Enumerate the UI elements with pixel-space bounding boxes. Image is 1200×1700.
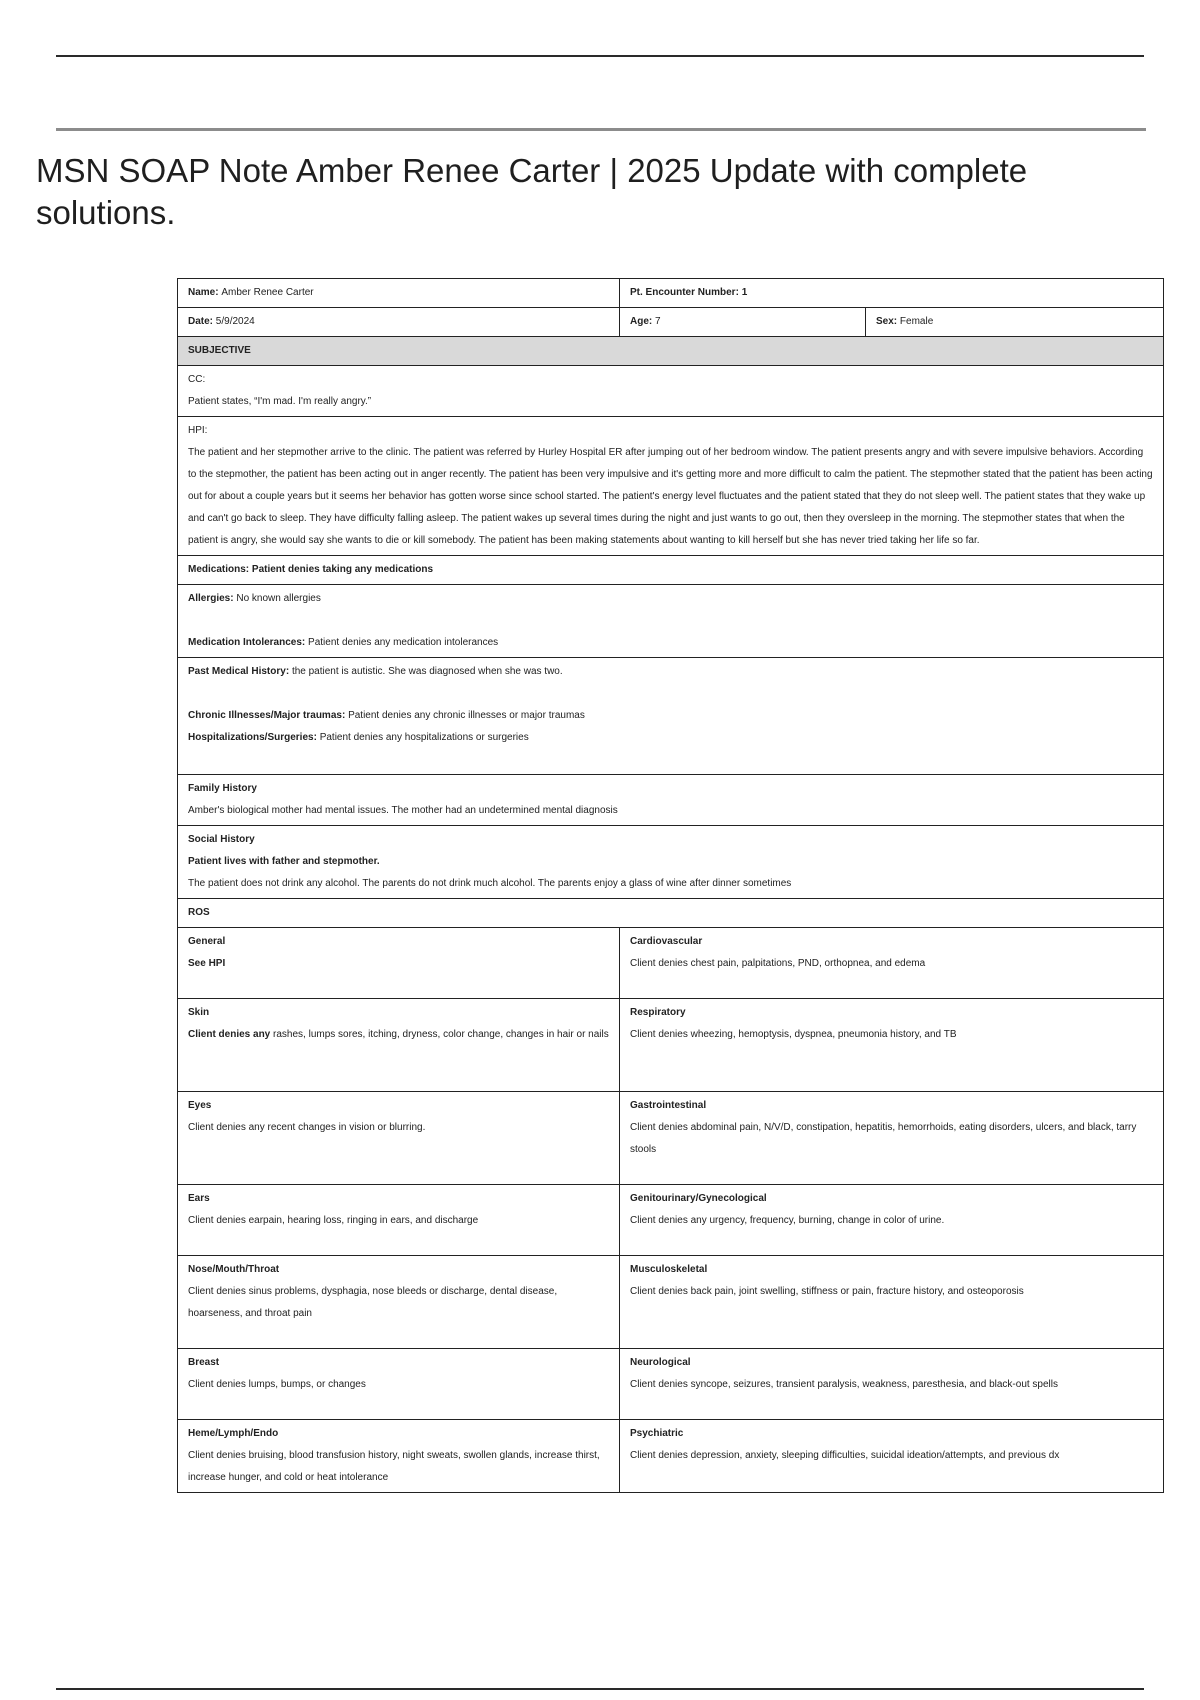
- ros-section-body: Client denies sinus problems, dysphagia, nose bleeds or discharge, dental disease, hoarseness, and throat pain: [188, 1286, 558, 1319]
- ros-row: [178, 928, 1164, 999]
- pmh-value: the patient is autistic. She was diagnosed when she was two.: [291, 666, 563, 677]
- ros-section-text: [630, 1210, 1153, 1232]
- ros-heading-text: ROS: [188, 907, 210, 918]
- ros-nose-mouth-throat: [178, 1256, 620, 1349]
- date-value: 5/9/2024: [215, 316, 255, 327]
- ros-section-title: General: [188, 936, 226, 947]
- age-label: Age:: [630, 316, 653, 327]
- ros-section-title: Musculoskeletal: [630, 1264, 708, 1275]
- family-history-label: Family History: [188, 783, 257, 794]
- date-row: [178, 308, 1164, 337]
- cc-row: [178, 366, 1164, 417]
- social-history-row: [178, 826, 1164, 899]
- ros-section-text: [630, 953, 1153, 975]
- ros-section-text: [188, 1281, 609, 1325]
- ros-section-body: rashes, lumps sores, itching, dryness, color change, changes in hair or nails: [270, 1029, 609, 1040]
- ros-section-title: Psychiatric: [630, 1428, 684, 1439]
- ros-row: [178, 999, 1164, 1092]
- chronic-value: Patient denies any chronic illnesses or major traumas: [348, 710, 585, 721]
- ros-row: [178, 1185, 1164, 1256]
- encounter-label: Pt. Encounter Number:: [630, 287, 739, 298]
- age-value: 7: [655, 316, 661, 327]
- sex-label: Sex:: [876, 316, 898, 327]
- encounter-cell: [620, 279, 1164, 308]
- ros-section-text: [188, 1374, 609, 1396]
- family-history-row: [178, 775, 1164, 826]
- social-history-cell: [178, 826, 1164, 899]
- ros-section-text: [630, 1024, 1153, 1046]
- hospitalizations-value: Patient denies any hospitalizations or surgeries: [319, 732, 529, 743]
- ros-row: [178, 1092, 1164, 1185]
- ros-general: [178, 928, 620, 999]
- allergies-label: Allergies:: [188, 593, 234, 604]
- cc-label: CC:: [188, 374, 206, 385]
- ros-section-title: Heme/Lymph/Endo: [188, 1428, 279, 1439]
- ros-section-text: [188, 1024, 609, 1046]
- ros-heme-lymph-endo: [178, 1420, 620, 1493]
- medications-text: Medications: Patient denies taking any medications: [188, 564, 434, 575]
- ros-section-body: Client denies bruising, blood transfusion history, night sweats, swollen glands, increase thirst, increase hunger, and cold or heat intolerance: [188, 1450, 600, 1483]
- ros-psychiatric: [620, 1420, 1164, 1493]
- name-label: Name:: [188, 287, 219, 298]
- ros-section-body: Client denies syncope, seizures, transient paralysis, weakness, paresthesia, and black-out spells: [630, 1379, 1058, 1390]
- ros-section-body: Client denies back pain, joint swelling, stiffness or pain, fracture history, and osteoporosis: [630, 1286, 1024, 1297]
- hpi-cell: [178, 417, 1164, 556]
- cc-text: Patient states, “I'm mad. I'm really angry.”: [188, 396, 372, 407]
- ros-skin: [178, 999, 620, 1092]
- ros-section-bold: Client denies any: [188, 1029, 271, 1040]
- ros-section-text: [188, 1210, 609, 1232]
- encounter-value: 1: [741, 287, 748, 298]
- ros-cardiovascular: [620, 928, 1164, 999]
- ros-neurological: [620, 1349, 1164, 1420]
- ros-musculoskeletal: [620, 1256, 1164, 1349]
- medications-cell: [178, 556, 1164, 585]
- ros-body: [178, 928, 1164, 1493]
- ros-section-title: Skin: [188, 1007, 210, 1018]
- chronic-label: Chronic Illnesses/Major traumas:: [188, 710, 346, 721]
- name-value: Amber Renee Carter: [221, 287, 314, 298]
- intolerances-label: Medication Intolerances:: [188, 637, 306, 648]
- ros-section-title: Cardiovascular: [630, 936, 703, 947]
- ros-row: [178, 1420, 1164, 1493]
- ros-respiratory: [620, 999, 1164, 1092]
- ros-section-text: [630, 1281, 1153, 1303]
- allergies-row: [178, 585, 1164, 658]
- ros-section-title: Ears: [188, 1193, 210, 1204]
- ros-breast: [178, 1349, 620, 1420]
- ros-gastrointestinal: [620, 1092, 1164, 1185]
- subjective-heading: SUBJECTIVE: [178, 337, 1164, 366]
- ros-section-title: Breast: [188, 1357, 220, 1368]
- top-rule: [56, 55, 1144, 57]
- ros-heading-row: [178, 899, 1164, 928]
- ros-ears: [178, 1185, 620, 1256]
- name-row: [178, 279, 1164, 308]
- hpi-row: [178, 417, 1164, 556]
- date-cell: [178, 308, 620, 337]
- ros-eyes: [178, 1092, 620, 1185]
- ros-row: [178, 1349, 1164, 1420]
- ros-section-body: Client denies wheezing, hemoptysis, dyspnea, pneumonia history, and TB: [630, 1029, 957, 1040]
- intolerances-value: Patient denies any medication intolerances: [308, 637, 499, 648]
- history-cell: [178, 658, 1164, 775]
- hospitalizations-label: Hospitalizations/Surgeries:: [188, 732, 317, 743]
- family-history-value: Amber's biological mother had mental issues. The mother had an undetermined mental diagnosis: [188, 805, 618, 816]
- ros-section-title: Eyes: [188, 1100, 212, 1111]
- name-cell: [178, 279, 620, 308]
- pmh-label: Past Medical History:: [188, 666, 290, 677]
- social-history-value: The patient does not drink any alcohol. The parents do not drink much alcohol. The parents enjoy a glass of wine after dinner sometimes: [188, 878, 792, 889]
- ros-heading: [178, 899, 1164, 928]
- ros-section-body: Client denies any urgency, frequency, burning, change in color of urine.: [630, 1215, 945, 1226]
- hpi-label: HPI:: [188, 425, 208, 436]
- ros-section-title: Gastrointestinal: [630, 1100, 707, 1111]
- ros-section-body: Client denies any recent changes in vision or blurring.: [188, 1122, 426, 1133]
- hpi-text: The patient and her stepmother arrive to the clinic. The patient was referred by Hurley Hospital ER after jumping out of her bedroom window. The patient presents angry and with severe impulsive behaviors. According to the stepmother, the patient has been acting out in anger recently. The patient has been very impulsive and it's getting more and more difficult to calm the patient. The stepmother stated that the patient has been acting out for about a couple years but it seems her behavior has gotten worse since school started. The patient's energy level fluctuates and the patient stated that they do not sleep well. The patient states that they wake up and can't go back to sleep. They have difficulty falling asleep. The patient wakes up several times during the night and just wants to go out, then they oversleep in the morning. The stepmother states that when the patient is angry, she would say she wants to die or kill somebody. The patient has been making statements about wanting to kill herself but she has never tried taking her life so far.: [188, 447, 1153, 546]
- ros-section-body: Client denies chest pain, palpitations, PND, orthopnea, and edema: [630, 958, 926, 969]
- social-history-label: Social History: [188, 834, 255, 845]
- ros-section-title: Neurological: [630, 1357, 691, 1368]
- family-history-cell: [178, 775, 1164, 826]
- ros-section-text: [630, 1445, 1153, 1467]
- ros-section-text: [188, 953, 609, 975]
- age-cell: [620, 308, 866, 337]
- medications-row: [178, 556, 1164, 585]
- allergies-cell: [178, 585, 1164, 658]
- sex-cell: [866, 308, 1164, 337]
- ros-genitourinary-gynecological: [620, 1185, 1164, 1256]
- bottom-rule: [56, 1688, 1144, 1690]
- allergies-value: No known allergies: [236, 593, 321, 604]
- sex-value: Female: [899, 316, 934, 327]
- ros-row: [178, 1256, 1164, 1349]
- ros-section-body: Client denies earpain, hearing loss, ringing in ears, and discharge: [188, 1215, 479, 1226]
- ros-section-text: [630, 1117, 1153, 1161]
- header-divider: [56, 128, 1146, 131]
- ros-section-title: Nose/Mouth/Throat: [188, 1264, 280, 1275]
- social-history-living: Patient lives with father and stepmother.: [188, 856, 380, 867]
- subjective-heading-row: [178, 337, 1164, 366]
- page-title: MSN SOAP Note Amber Renee Carter | 2025 Update with complete solutions.: [36, 152, 1028, 231]
- history-row: [178, 658, 1164, 775]
- date-label: Date:: [188, 316, 214, 327]
- ros-section-body: Client denies lumps, bumps, or changes: [188, 1379, 366, 1390]
- soap-note-form: [177, 278, 1164, 1493]
- ros-section-body: Client denies depression, anxiety, sleeping difficulties, suicidal ideation/attempts, and previous dx: [630, 1450, 1060, 1461]
- ros-section-text: [188, 1117, 609, 1139]
- ros-section-title: Genitourinary/Gynecological: [630, 1193, 767, 1204]
- ros-section-text: [630, 1374, 1153, 1396]
- ros-section-bold: See HPI: [188, 958, 226, 969]
- ros-section-body: Client denies abdominal pain, N/V/D, constipation, hepatitis, hemorrhoids, eating disorders, ulcers, and black, tarry stools: [630, 1122, 1137, 1155]
- cc-cell: [178, 366, 1164, 417]
- ros-section-title: Respiratory: [630, 1007, 686, 1018]
- ros-section-text: [188, 1445, 609, 1489]
